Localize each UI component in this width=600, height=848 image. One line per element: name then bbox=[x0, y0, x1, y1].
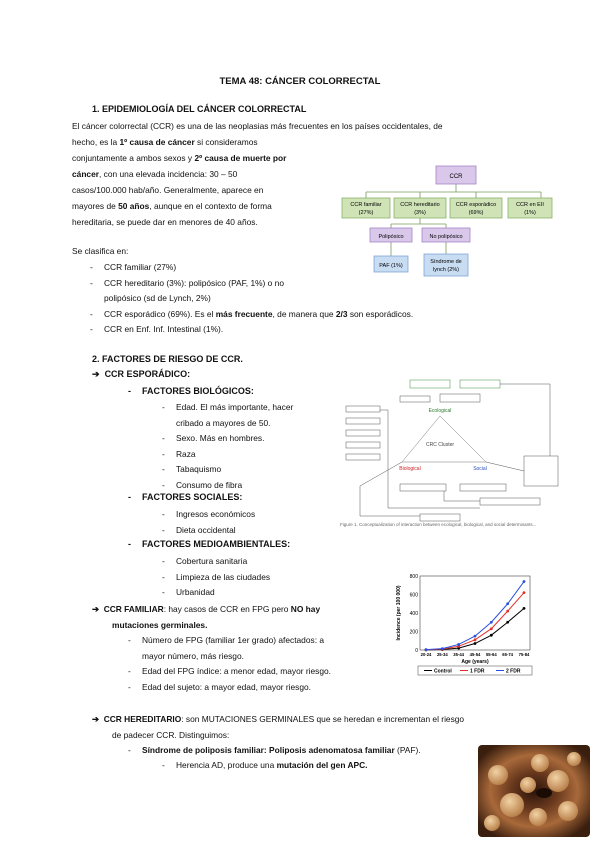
x-tick-label: 45-54 bbox=[469, 652, 481, 657]
list-item: - Consumo de fibra bbox=[162, 479, 243, 490]
svg-text:Síndrome de: Síndrome de bbox=[430, 259, 462, 265]
list-item: - Ingresos económicos bbox=[162, 509, 256, 519]
list-item: - Cobertura sanitaria bbox=[162, 556, 248, 566]
data-point bbox=[425, 648, 428, 651]
legend-label: 1 FDR bbox=[470, 668, 485, 675]
hereditario-paragraph: ➔ CCR HEREDITARIO: son MUTACIONES GERMINALES que se heredan e incrementan el riesgo de padecer CCR. Distinguimos: bbox=[92, 714, 465, 740]
clasifica-label: Se clasifica en: bbox=[72, 246, 129, 256]
diagram-bio: Biological bbox=[399, 466, 421, 472]
diagram-social: Social bbox=[473, 466, 487, 472]
y-tick-label: 600 bbox=[409, 592, 418, 599]
list-item: - CCR familiar (27%) bbox=[90, 262, 177, 272]
svg-text:CCR en EII: CCR en EII bbox=[516, 202, 544, 208]
x-tick-label: 65-74 bbox=[502, 652, 514, 657]
page-title: TEMA 48: CÁNCER COLORRECTAL bbox=[219, 76, 381, 87]
section1-heading: 1. EPIDEMIOLOGÍA DEL CÁNCER COLORRECTAL bbox=[92, 104, 307, 114]
y-axis-label: Incidence (per 100 000) bbox=[396, 585, 402, 641]
svg-text:(27%): (27%) bbox=[358, 210, 374, 216]
section2-heading: 2. FACTORES DE RIESGO DE CCR. bbox=[92, 354, 243, 364]
ccr-classification-tree bbox=[336, 160, 556, 280]
list-item: - Edad. El más importante, hacer bbox=[162, 402, 294, 412]
diagram-caption: Figure 1. Conceptualization of interaction between ecological, biological, and social determinants... bbox=[340, 522, 537, 527]
x-tick-label: 25-34 bbox=[436, 652, 448, 657]
list-item: - CCR esporádico (69%). Es el más frecuente, de manera que 2/3 son esporádicos. bbox=[90, 308, 414, 319]
x-tick-label: 20-24 bbox=[420, 652, 432, 657]
intro-paragraph: El cáncer colorrectal (CCR) es una de las neoplasias más frecuentes en los países occidentales, de hecho, es la 1º causa de cáncer si consideramos conjuntamente a ambos sexos y 2º causa de muerte por cáncer, con una elevada incidencia: 30 – 50 casos/100.000 hab/año. Generalmente, aparece en mayores de 50 años, aunque en el contexto de forma hereditaria, se puede dar en menores de 40 años. bbox=[72, 118, 532, 230]
legend-label: 2 FDR bbox=[506, 668, 521, 675]
data-point bbox=[474, 638, 477, 641]
svg-text:PAF (1%): PAF (1%) bbox=[379, 263, 403, 269]
list-item: - Dieta occidental bbox=[162, 524, 236, 535]
tree-root: CCR bbox=[449, 174, 463, 180]
biologicos-heading: - FACTORES BIOLÓGICOS: bbox=[128, 386, 254, 396]
incidence-chart bbox=[392, 570, 542, 690]
intro-line1: El cáncer colorrectal (CCR) es una de las neoplasias más frecuentes en los países occidentales, de bbox=[72, 121, 443, 131]
data-point bbox=[506, 621, 509, 624]
diagram-center: CRC Cluster bbox=[425, 442, 455, 448]
list-item: mayor número, más riesgo. bbox=[142, 650, 244, 661]
svg-text:lynch (2%): lynch (2%) bbox=[433, 267, 459, 273]
x-axis-label: Age (years) bbox=[461, 659, 489, 665]
list-item: - Edad del FPG índice: a menor edad, mayor riesgo. bbox=[128, 666, 332, 676]
list-item: - Urbanidad bbox=[162, 587, 215, 597]
risk-factors-diagram bbox=[340, 376, 562, 532]
diagram-eco: Ecological bbox=[428, 408, 452, 414]
list-item: - Tabaquismo bbox=[162, 464, 222, 474]
x-tick-label: 75-84 bbox=[518, 652, 530, 657]
esporadico-heading: ➔ CCR ESPORÁDICO: bbox=[92, 369, 191, 379]
list-item: - Sexo. Más en hombres. bbox=[162, 433, 265, 443]
svg-text:(1%): (1%) bbox=[524, 210, 536, 216]
svg-text:CCR hereditario: CCR hereditario bbox=[400, 202, 440, 208]
svg-text:(69%): (69%) bbox=[468, 210, 484, 216]
svg-text:CCR familiar: CCR familiar bbox=[350, 202, 382, 208]
data-point bbox=[490, 627, 493, 630]
medio-heading: - FACTORES MEDIOAMBIENTALES: bbox=[128, 539, 291, 549]
legend-label: Control bbox=[434, 668, 452, 675]
x-tick-label: 55-64 bbox=[485, 652, 497, 657]
list-item: - Número de FPG (familiar 1er grado) afectados: a bbox=[128, 635, 325, 645]
data-point bbox=[490, 634, 493, 637]
data-point bbox=[523, 607, 526, 610]
bio-list bbox=[162, 400, 293, 493]
y-tick-label: 0 bbox=[415, 648, 418, 654]
svg-text:Polipósico: Polipósico bbox=[378, 234, 404, 240]
data-point bbox=[506, 610, 509, 613]
data-point bbox=[457, 643, 460, 646]
sindrome-line: - Síndrome de poliposis familiar: Poliposis adenomatosa familiar (PAF). bbox=[128, 745, 421, 755]
familiar-list bbox=[128, 633, 331, 695]
data-point bbox=[506, 602, 509, 605]
x-tick-label: 35-44 bbox=[453, 652, 465, 657]
list-item: - Raza bbox=[162, 448, 196, 459]
data-point bbox=[474, 642, 477, 645]
list-item: cribado a mayores de 50. bbox=[176, 417, 271, 428]
y-tick-label: 800 bbox=[409, 574, 418, 580]
herencia-line: - Herencia AD, produce una mutación del gen APC. bbox=[162, 760, 368, 770]
sociales-heading: - FACTORES SOCIALES: bbox=[128, 492, 243, 502]
list-item: - CCR en Enf. Inf. Intestinal (1%). bbox=[90, 324, 224, 334]
data-point bbox=[523, 591, 526, 594]
svg-text:(3%): (3%) bbox=[414, 210, 426, 216]
y-tick-label: 400 bbox=[409, 611, 418, 617]
familiar-paragraph: ➔ CCR FAMILIAR: hay casos de CCR en FPG pero NO hay mutaciones germinales. bbox=[92, 604, 321, 630]
list-item: polipósico (sd de Lynch, 2%) bbox=[104, 293, 211, 303]
list-item: - CCR hereditario (3%): polipósico (PAF, 1%) o no bbox=[90, 277, 284, 288]
soc-list bbox=[162, 507, 255, 538]
med-list bbox=[162, 554, 270, 601]
svg-text:CCR esporádico: CCR esporádico bbox=[455, 202, 497, 208]
data-point bbox=[474, 635, 477, 638]
svg-text:No polipósico: No polipósico bbox=[429, 234, 463, 240]
list-item: - Limpieza de las ciudades bbox=[162, 571, 271, 582]
endoscopy-photo bbox=[478, 745, 590, 837]
data-point bbox=[523, 580, 526, 583]
y-tick-label: 200 bbox=[409, 629, 418, 636]
data-point bbox=[441, 647, 444, 650]
list-item: - Edad del sujeto: a mayor edad, mayor riesgo. bbox=[128, 681, 311, 692]
data-point bbox=[490, 621, 493, 624]
